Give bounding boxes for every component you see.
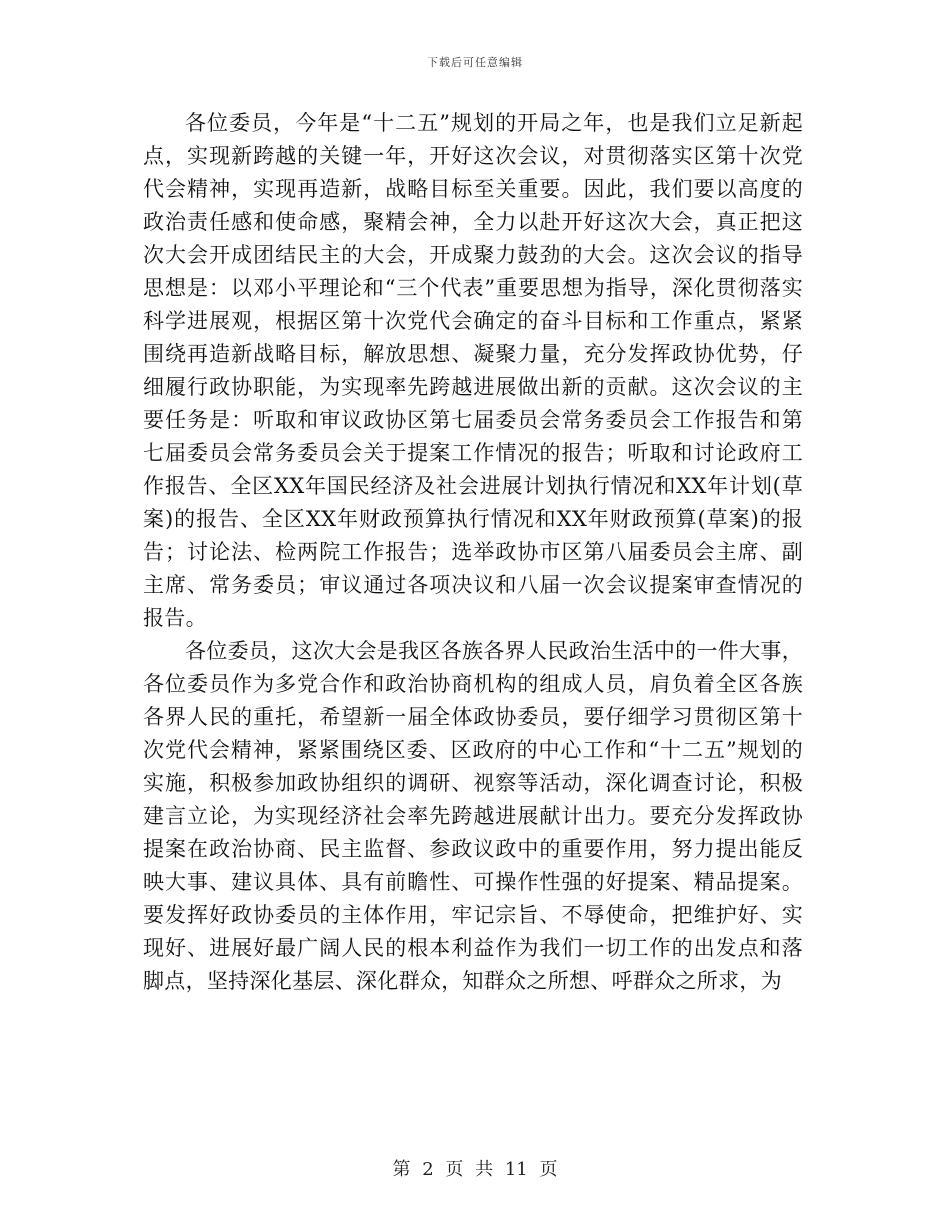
document-body bbox=[143, 107, 803, 998]
download-edit-note: 下载后可任意编辑 bbox=[427, 56, 523, 69]
page-number: 第 2 页 共 11 页 bbox=[392, 1159, 558, 1180]
paragraph-1: 各位委员，今年是“十二五”规划的开局之年，也是我们立足新起点，实现新跨越的关键一年，开好这次会议，对贯彻落实区第十次党代会精神，实现再造新，战略目标至关重要。因此，我们要以高度的政治责任感和使命感，聚精会神，全力以赴开好这次大会，真正把这次大会开成团结民主的大会，开成聚力鼓劲的大会。这次会议的指导思想是：以邓小平理论和“三个代表”重要思想为指导，深化贯彻落实科学进展观，根据区第十次党代会确定的奋斗目标和工作重点，紧紧围绕再造新战略目标，解放思想、凝聚力量，充分发挥政协优势，仔细履行政协职能，为实现率先跨越进展做出新的贡献。这次会议的主要任务是：听取和审议政协区第七届委员会常务委员会工作报告和第七届委员会常务委员会关于提案工作情况的报告；听取和讨论政府工作报告、全区XX年国民经济及社会进展计划执行情况和XX年计划(草案)的报告、全区XX年财政预算执行情况和XX年财政预算(草案)的报告；讨论法、检两院工作报告；选举政协市区第八届委员会主席、副主席、常务委员；审议通过各项决议和八届一次会议提案审查情况的报告。 bbox=[143, 111, 803, 630]
paragraph-2: 各位委员，这次大会是我区各族各界人民政治生活中的一件大事，各位委员作为多党合作和政治协商机构的组成人员，肩负着全区各族各界人民的重托，希望新一届全体政协委员，要仔细学习贯彻区第十次党代会精神，紧紧围绕区委、区政府的中心工作和“十二五”规划的实施，积极参加政协组织的调研、视察等活动，深化调查讨论，积极建言立论，为实现经济社会率先跨越进展献计出力。要充分发挥政协提案在政治协商、民主监督、参政议政中的重要作用，努力提出能反映大事、建议具体、具有前瞻性、可操作性强的好提案、精品提案。要发挥好政协委员的主体作用，牢记宗旨、不辱使命，把维护好、实现好、进展好最广阔人民的根本利益作为我们一切工作的出发点和落脚点，坚持深化基层、深化群众，知群众之所想、呼群众之所求，为 bbox=[143, 639, 803, 993]
